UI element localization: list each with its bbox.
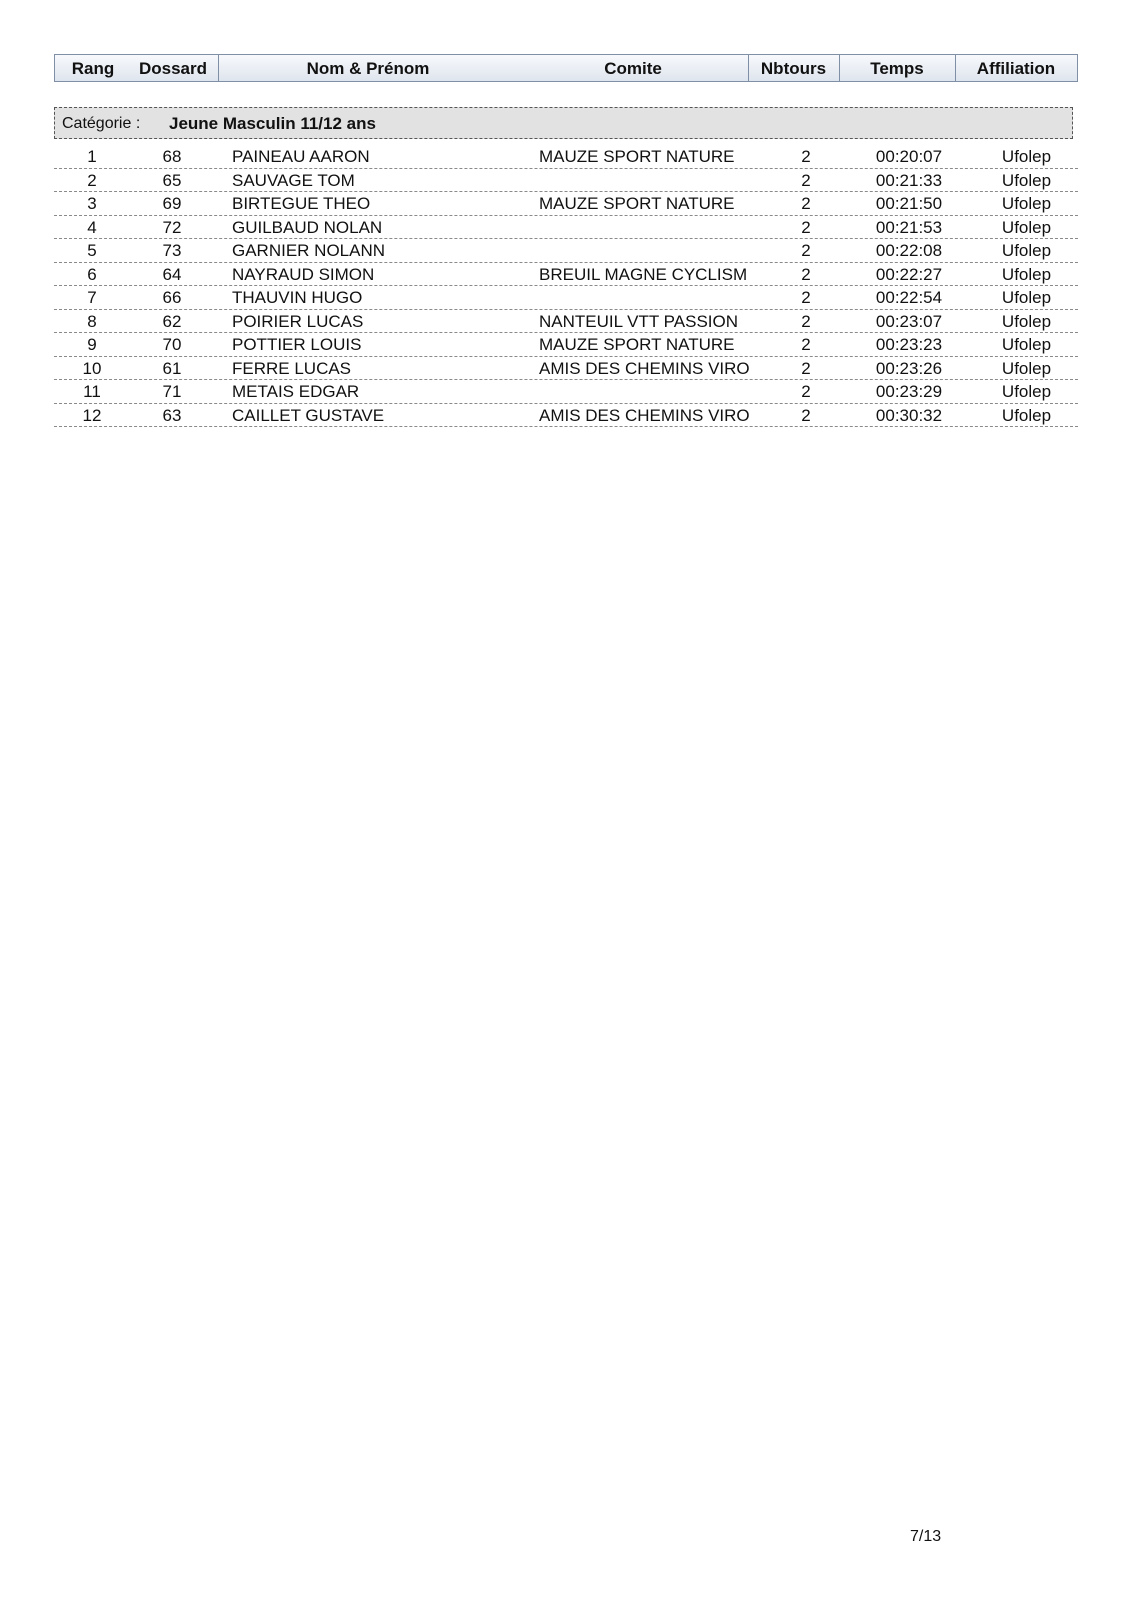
cell-nbtours: 2 [801,217,811,237]
cell-temps: 00:20:07 [875,147,943,166]
cell-nom: NAYRAUD SIMON [232,264,375,284]
cell-nom: SAUVAGE TOM [232,170,355,190]
cell-affiliation: Ufolep [1001,147,1052,166]
cell-rang: 2 [87,170,97,190]
cell-nbtours: 2 [801,170,811,190]
table-header [54,54,1078,82]
cell-affiliation: Ufolep [1001,217,1052,237]
cell-temps: 00:30:32 [875,405,943,425]
cell-nbtours: 2 [801,241,811,260]
table-row [54,310,1078,334]
cell-affiliation: Ufolep [1001,405,1052,425]
category-value: Jeune Masculin 11/12 ans [169,114,376,133]
cell-dossard: 70 [162,335,182,354]
cell-affiliation: Ufolep [1001,358,1052,378]
cell-nom: PAINEAU AARON [232,147,370,166]
cell-rang: 12 [82,405,102,425]
table-row [54,263,1078,287]
cell-rang: 3 [87,194,97,213]
cell-dossard: 73 [162,241,182,260]
cell-comite: AMIS DES CHEMINS VIRO [539,405,750,425]
cell-affiliation: Ufolep [1001,311,1052,331]
cell-dossard: 65 [162,170,182,190]
cell-dossard: 68 [162,147,182,166]
cell-affiliation: Ufolep [1001,264,1052,284]
cell-affiliation: Ufolep [1001,335,1052,354]
cell-nom: METAIS EDGAR [232,382,360,401]
table-row [54,404,1078,428]
cell-rang: 10 [82,358,102,378]
cell-temps: 00:23:29 [875,382,943,401]
page-number: 7/13 [910,1528,942,1545]
cell-nom: GUILBAUD NOLAN [232,217,383,237]
cell-rang: 8 [87,311,97,331]
cell-comite: BREUIL MAGNE CYCLISM [539,264,748,284]
cell-nom: CAILLET GUSTAVE [232,405,385,425]
table-row [54,286,1078,310]
header-temps: Temps [870,59,924,78]
header-nom: Nom & Prénom [306,59,430,78]
cell-dossard: 71 [162,382,182,401]
category-bar [54,107,1073,139]
cell-nbtours: 2 [801,264,811,284]
cell-temps: 00:22:27 [875,264,943,284]
cell-nbtours: 2 [801,147,811,166]
cell-temps: 00:22:08 [875,241,943,260]
cell-comite: MAUZE SPORT NATURE [539,335,735,354]
cell-affiliation: Ufolep [1001,288,1052,307]
cell-temps: 00:21:50 [875,194,943,213]
cell-temps: 00:22:54 [875,288,943,307]
table-row [54,380,1078,404]
cell-comite: AMIS DES CHEMINS VIRO [539,358,750,378]
header-nbtours: Nbtours [760,59,827,78]
cell-comite: MAUZE SPORT NATURE [539,194,735,213]
cell-affiliation: Ufolep [1001,382,1052,401]
category-label: Catégorie : [62,115,141,132]
cell-nbtours: 2 [801,288,811,307]
cell-nom: FERRE LUCAS [232,358,352,378]
cell-temps: 00:23:07 [875,311,943,331]
cell-dossard: 62 [162,311,182,331]
table-row [54,216,1078,240]
header-affiliation: Affiliation [976,59,1056,78]
table-row [54,333,1078,357]
cell-nbtours: 2 [801,382,811,401]
cell-nbtours: 2 [801,335,811,354]
cell-dossard: 64 [162,264,182,284]
cell-nom: POIRIER LUCAS [232,311,364,331]
header-dossard: Dossard [138,59,208,78]
cell-comite: NANTEUIL VTT PASSION [539,311,739,331]
cell-temps: 00:23:23 [875,335,943,354]
cell-affiliation: Ufolep [1001,241,1052,260]
cell-nom: GARNIER NOLANN [232,241,386,260]
cell-affiliation: Ufolep [1001,194,1052,213]
cell-temps: 00:23:26 [875,358,943,378]
cell-nom: POTTIER LOUIS [232,335,362,354]
header-comite: Comite [604,59,662,78]
cell-rang: 11 [83,382,101,401]
cell-nbtours: 2 [801,194,811,213]
cell-rang: 7 [87,288,97,307]
cell-dossard: 72 [162,217,182,237]
cell-nbtours: 2 [801,311,811,331]
cell-dossard: 69 [162,194,182,213]
table-row [54,192,1078,216]
cell-rang: 1 [87,147,97,166]
cell-dossard: 66 [162,288,182,307]
cell-rang: 4 [87,217,97,237]
cell-nom: BIRTEGUE THEO [232,194,371,213]
cell-dossard: 61 [162,358,182,378]
cell-comite: MAUZE SPORT NATURE [539,147,735,166]
cell-temps: 00:21:33 [875,170,943,190]
cell-rang: 6 [87,264,97,284]
table-row [54,239,1078,263]
table-row [54,357,1078,381]
cell-rang: 9 [87,335,97,354]
table-row [54,169,1078,193]
cell-nbtours: 2 [801,358,811,378]
cell-dossard: 63 [162,405,182,425]
cell-nbtours: 2 [801,405,811,425]
results-table [54,145,1078,427]
cell-nom: THAUVIN HUGO [232,288,363,307]
header-rang: Rang [71,59,115,78]
table-row [54,145,1078,169]
cell-temps: 00:21:53 [875,217,943,237]
cell-rang: 5 [87,241,97,260]
cell-affiliation: Ufolep [1001,170,1052,190]
